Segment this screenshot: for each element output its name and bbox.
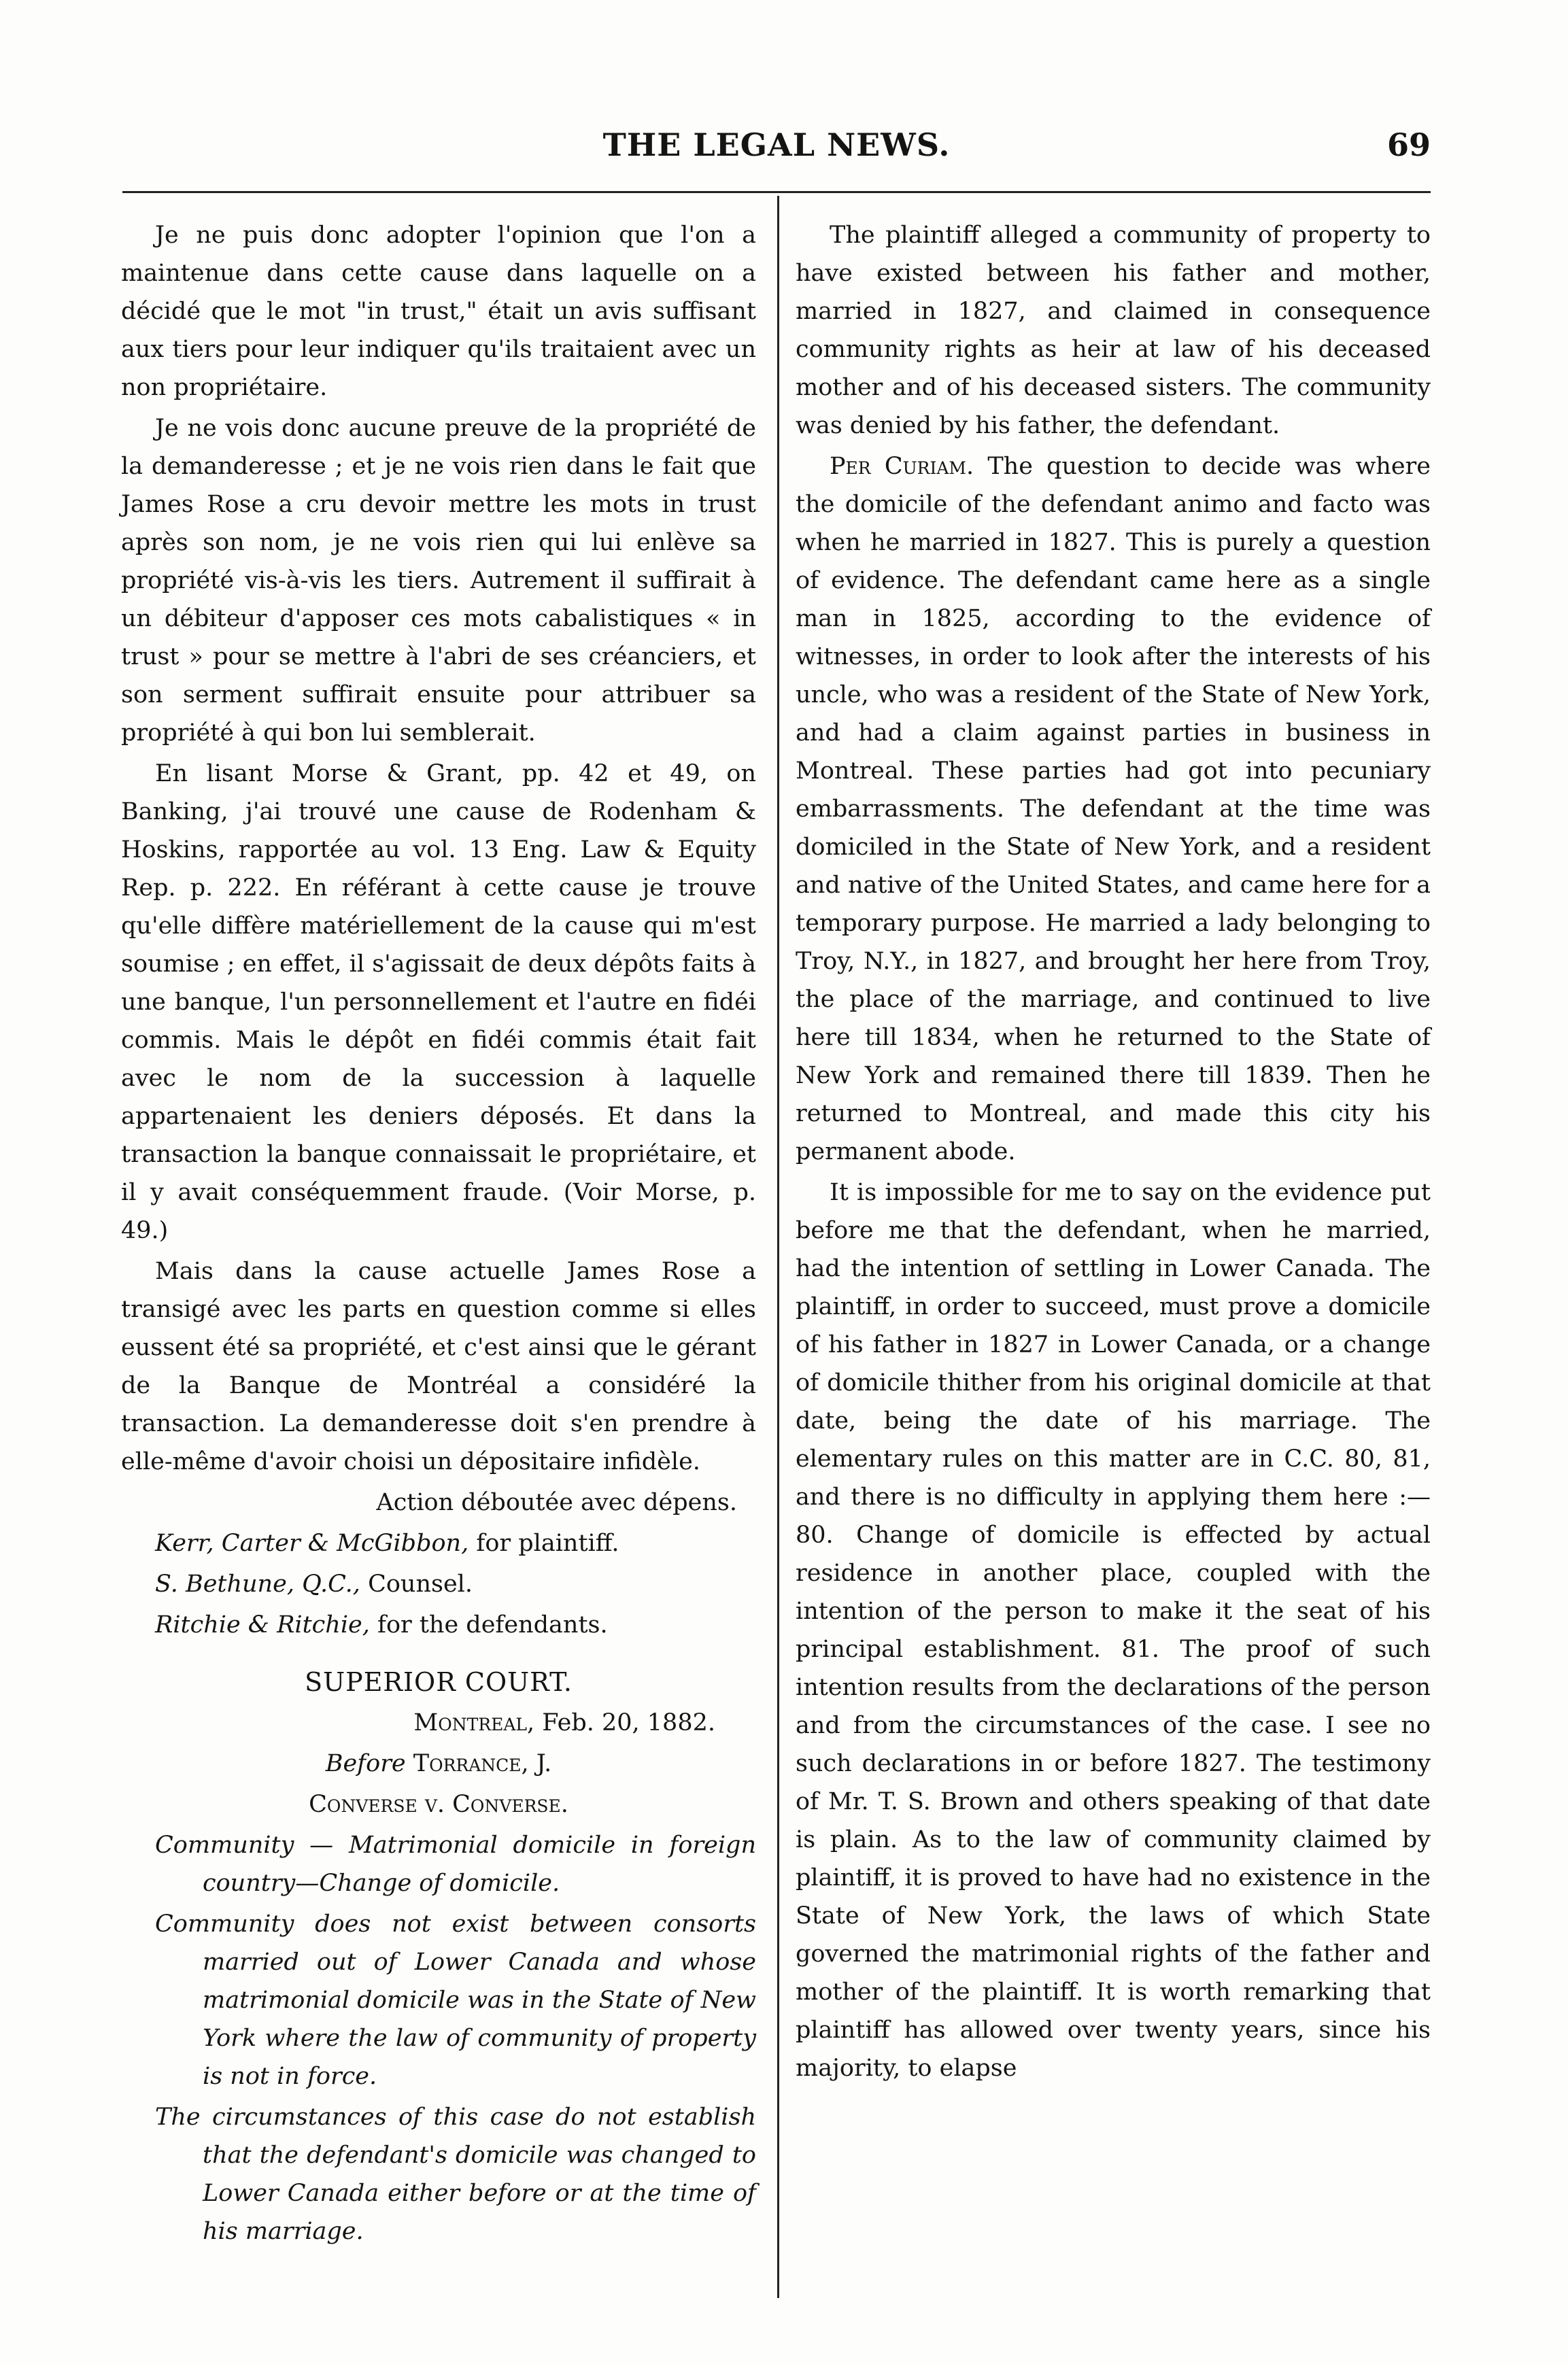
running-head: THE LEGAL NEWS.: [602, 126, 951, 163]
dateline-city: Montreal,: [413, 1709, 535, 1736]
court-title: SUPERIOR COURT.: [305, 1667, 573, 1697]
counsel-plaintiff: [121, 1524, 756, 1562]
per-curiam: Per Curiam.: [830, 453, 974, 480]
counsel-defendants-name: Ritchie & Ritchie,: [155, 1611, 370, 1639]
counsel-counsel: [121, 1565, 756, 1603]
case-title: Converse v. Converse.: [309, 1791, 568, 1818]
page-header: [122, 126, 1431, 174]
verdict: Action déboutée avec dépens.: [376, 1489, 737, 1516]
counsel-defendants-role: for the defendants.: [369, 1611, 608, 1639]
left-column: [121, 216, 756, 2250]
left-paragraph-4: Mais dans la cause actuelle James Rose a transigé avec les parts en question comme si elles eussent été sa propriété, et c'est ainsi que le gérant de la Banque de Montréal a considéré la transaction. La demanderesse doit s'en prendre à elle-même d'avoir choisi un dépositaire infidèle.: [121, 1258, 756, 1475]
counsel-plaintiff-role: for plaintiff.: [468, 1530, 619, 1557]
counsel-defendants: [121, 1606, 756, 1644]
right-paragraph-2: [796, 447, 1431, 1171]
header-rule: [122, 191, 1431, 193]
page-number: 69: [1386, 126, 1431, 163]
counsel-plaintiff-name: Kerr, Carter & McGibbon,: [155, 1530, 469, 1557]
dateline: [121, 1704, 756, 1742]
before-label: Before: [325, 1750, 406, 1777]
judge-line: [121, 1745, 756, 1783]
right-column: [796, 216, 1431, 2087]
right-paragraph-3: It is impossible for me to say on the evidence put before me that the defendant, when he married, had the intention of settling in Lower Canada. The plaintiff, in order to succeed, must prove a domicile of his father in 1827 in Lower Canada, or a change of domicile thither from his original domicile at that date, being the date of his marriage. The elementary rules on this matter are in C.C. 80, 81, and there is no difficulty in applying them here :—80. Change of domicile is effected by actual residence in another place, coupled with the intention of the person to make it the seat of his principal establishment. 81. The proof of such intention results from the declarations of the person and from the circumstances of the case. I see no such declarations in or before 1827. The testimony of Mr. T. S. Brown and others speaking of that date is plain. As to the law of community claimed by plaintiff, it is proved to have had no existence in the State of New York, the laws of which State governed the matrimonial rights of the father and mother of the plaintiff. It is worth remarking that plaintiff has allowed over twenty years, since his majority, to elapse: [796, 1179, 1431, 2082]
right-paragraph-2-text: The question to decide was where the domicile of the defendant animo and facto was when he married in 1827. This is purely a question of evidence. The defendant came here as a single man in 1825, according to the evidence of witnesses, in order to look after the interests of his uncle, who was a resident of the State of New York, and had a claim against parties in business in Montreal. These parties had got into pecuniary embarrassments. The defendant at the time was domiciled in the State of New York, and a resident and native of the United States, and came here for a temporary purpose. He married a lady belonging to Troy, N.Y., in 1827, and brought her here from Troy, the place of the marriage, and continued to live here till 1834, when he returned to the State of New York and remained there till 1839. Then he returned to Montreal, and made this city his permanent abode.: [796, 453, 1431, 1165]
left-paragraph-1: Je ne puis donc adopter l'opinion que l'on a maintenue dans cette cause dans laquelle on a décidé que le mot "in trust," était un avis suffisant aux tiers pour leur indiquer qu'ils traitaient avec un non propriétaire.: [121, 222, 756, 401]
holding-2: The circumstances of this case do not establish that the defendant's domicile was changed to Lower Canada either before or at the time of his marriage.: [155, 2104, 756, 2245]
headnote: Community — Matrimonial domicile in foreign country—Change of domicile.: [155, 1832, 756, 1897]
counsel-counsel-role: Counsel.: [360, 1571, 473, 1598]
right-paragraph-1: The plaintiff alleged a community of property to have existed between his father and mother, married in 1827, and claimed in consequence community rights as heir at law of his deceased mother and of his deceased sisters. The community was denied by his father, the defendant.: [796, 222, 1431, 439]
column-divider: [777, 196, 779, 2298]
left-paragraph-2: Je ne vois donc aucune preuve de la propriété de la demanderesse ; et je ne vois rien dans le fait que James Rose a cru devoir mettre les mots in trust après son nom, je ne vois rien qui lui enlève sa propriété vis-à-vis les tiers. Autrement il suffirait à un débiteur d'apposer ces mots cabalistiques « in trust » pour se mettre à l'abri de ses créanciers, et son serment suffirait ensuite pour attribuer sa propriété à qui bon lui semblerait.: [121, 415, 756, 747]
holding-1: Community does not exist between consorts married out of Lower Canada and whose matrimonial domicile was in the State of New York where the law of community of property is not in force.: [155, 1911, 756, 2090]
left-paragraph-3: En lisant Morse & Grant, pp. 42 et 49, on Banking, j'ai trouvé une cause de Rodenham & Hoskins, rapportée au vol. 13 Eng. Law & Equity Rep. p. 222. En référant à cette cause je trouve qu'elle diffère matériellement de la cause qui m'est soumise ; en effet, il s'agissait de deux dépôts faits à une banque, l'un personnellement et l'autre en fidéi commis. Mais le dépôt en fidéi commis était fait avec le nom de la succession à laquelle appartenaient les deniers déposés. Et dans la transaction la banque connaissait le propriétaire, et il y avait conséquemment fraude. (Voir Morse, p. 49.): [121, 760, 756, 1244]
judge-name: Torrance, J.: [405, 1750, 552, 1777]
counsel-counsel-name: S. Bethune, Q.C.,: [155, 1571, 360, 1598]
dateline-date: Feb. 20, 1882.: [534, 1709, 715, 1736]
